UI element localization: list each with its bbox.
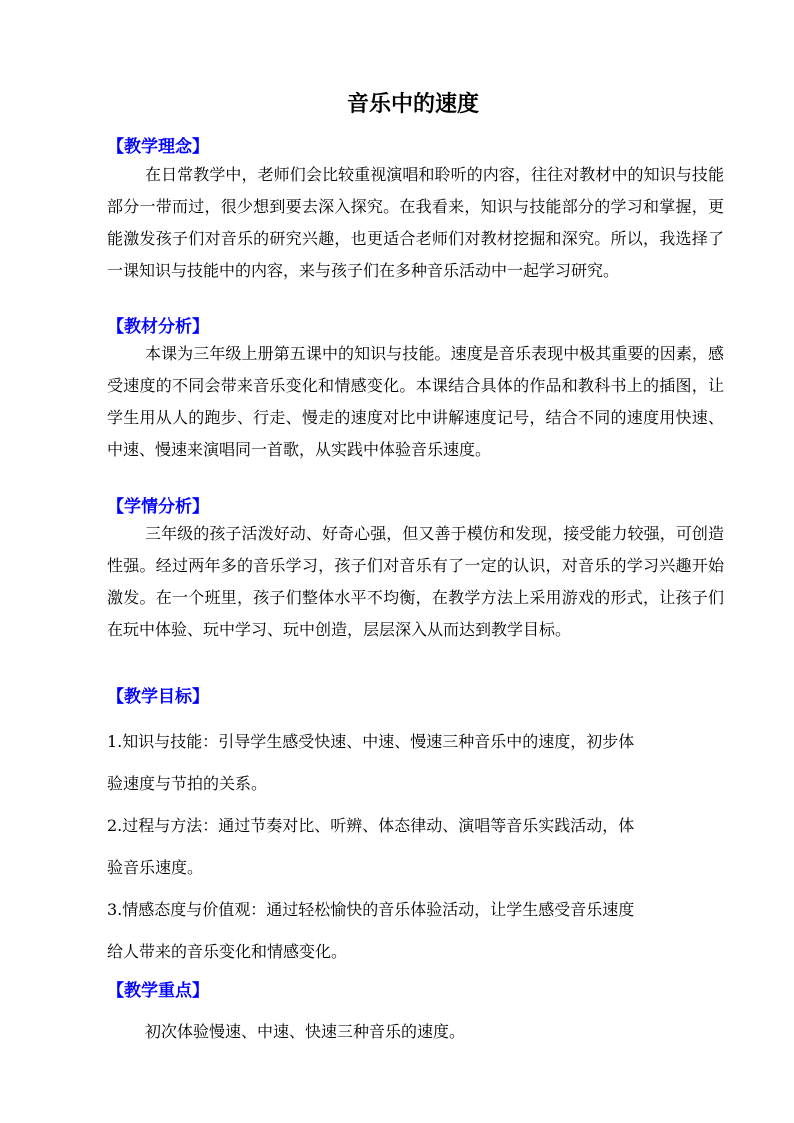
goal-item-1-line-1: 1.知识与技能：引导学生感受快速、中速、慢速三种音乐中的速度，初步体 (107, 732, 635, 751)
goal-item-2-line-2: 验音乐速度。 (107, 858, 204, 877)
section-heading-keypoint: 【教学重点】 (107, 981, 209, 1001)
section-body-philosophy: 在日常教学中，老师们会比较重视演唱和聆听的内容，往往对教材中的知识与技能部分一带而过，很少想到要去深入探究。在我看来，知识与技能部分的学习和掌握，更能激发孩子们对音乐的研究兴趣，也更适合老师们对教材挖掘和深究。所以，我选择了一课知识与技能中的内容，来与孩子们在多种音乐活动中一起学习研究。 (107, 165, 724, 280)
section-body-material: 本课为三年级上册第五课中的知识与技能。速度是音乐表现中极其重要的因素，感受速度的不同会带来音乐变化和情感变化。本课结合具体的作品和教科书上的插图，让学生用从人的跑步、行走、慢走的速度对比中讲解速度记号，结合不同的速度用快速、中速、慢速来演唱同一首歌，从实践中体验音乐速度。 (107, 344, 724, 459)
goal-item-3-line-1: 3.情感态度与价值观：通过轻松愉快的音乐体验活动，让学生感受音乐速度 (107, 900, 635, 919)
section-heading-students: 【学情分析】 (107, 497, 209, 517)
section-heading-material: 【教材分析】 (107, 317, 209, 337)
section-body-students: 三年级的孩子活泼好动、好奇心强，但又善于模仿和发现，接受能力较强，可创造性强。经过两年多的音乐学习，孩子们对音乐有了一定的认识，对音乐的学习兴趣开始激发。在一个班里，孩子们整体水平不均衡，在教学方法上采用游戏的形式，让孩子们在玩中体验、玩中学习、玩中创造，层层深入从而达到教学目标。 (107, 524, 724, 639)
section-body-keypoint: 初次体验慢速、中速、快速三种音乐的速度。 (145, 1022, 466, 1041)
goal-item-3-line-2: 给人带来的音乐变化和情感变化。 (107, 942, 348, 961)
section-heading-goals: 【教学目标】 (107, 687, 209, 707)
goal-item-1-line-2: 验速度与节拍的关系。 (107, 774, 268, 793)
section-heading-philosophy: 【教学理念】 (107, 137, 209, 157)
page-title: 音乐中的速度 (346, 91, 479, 117)
goal-item-2-line-1: 2.过程与方法：通过节奏对比、听辨、体态律动、演唱等音乐实践活动，体 (107, 816, 635, 835)
